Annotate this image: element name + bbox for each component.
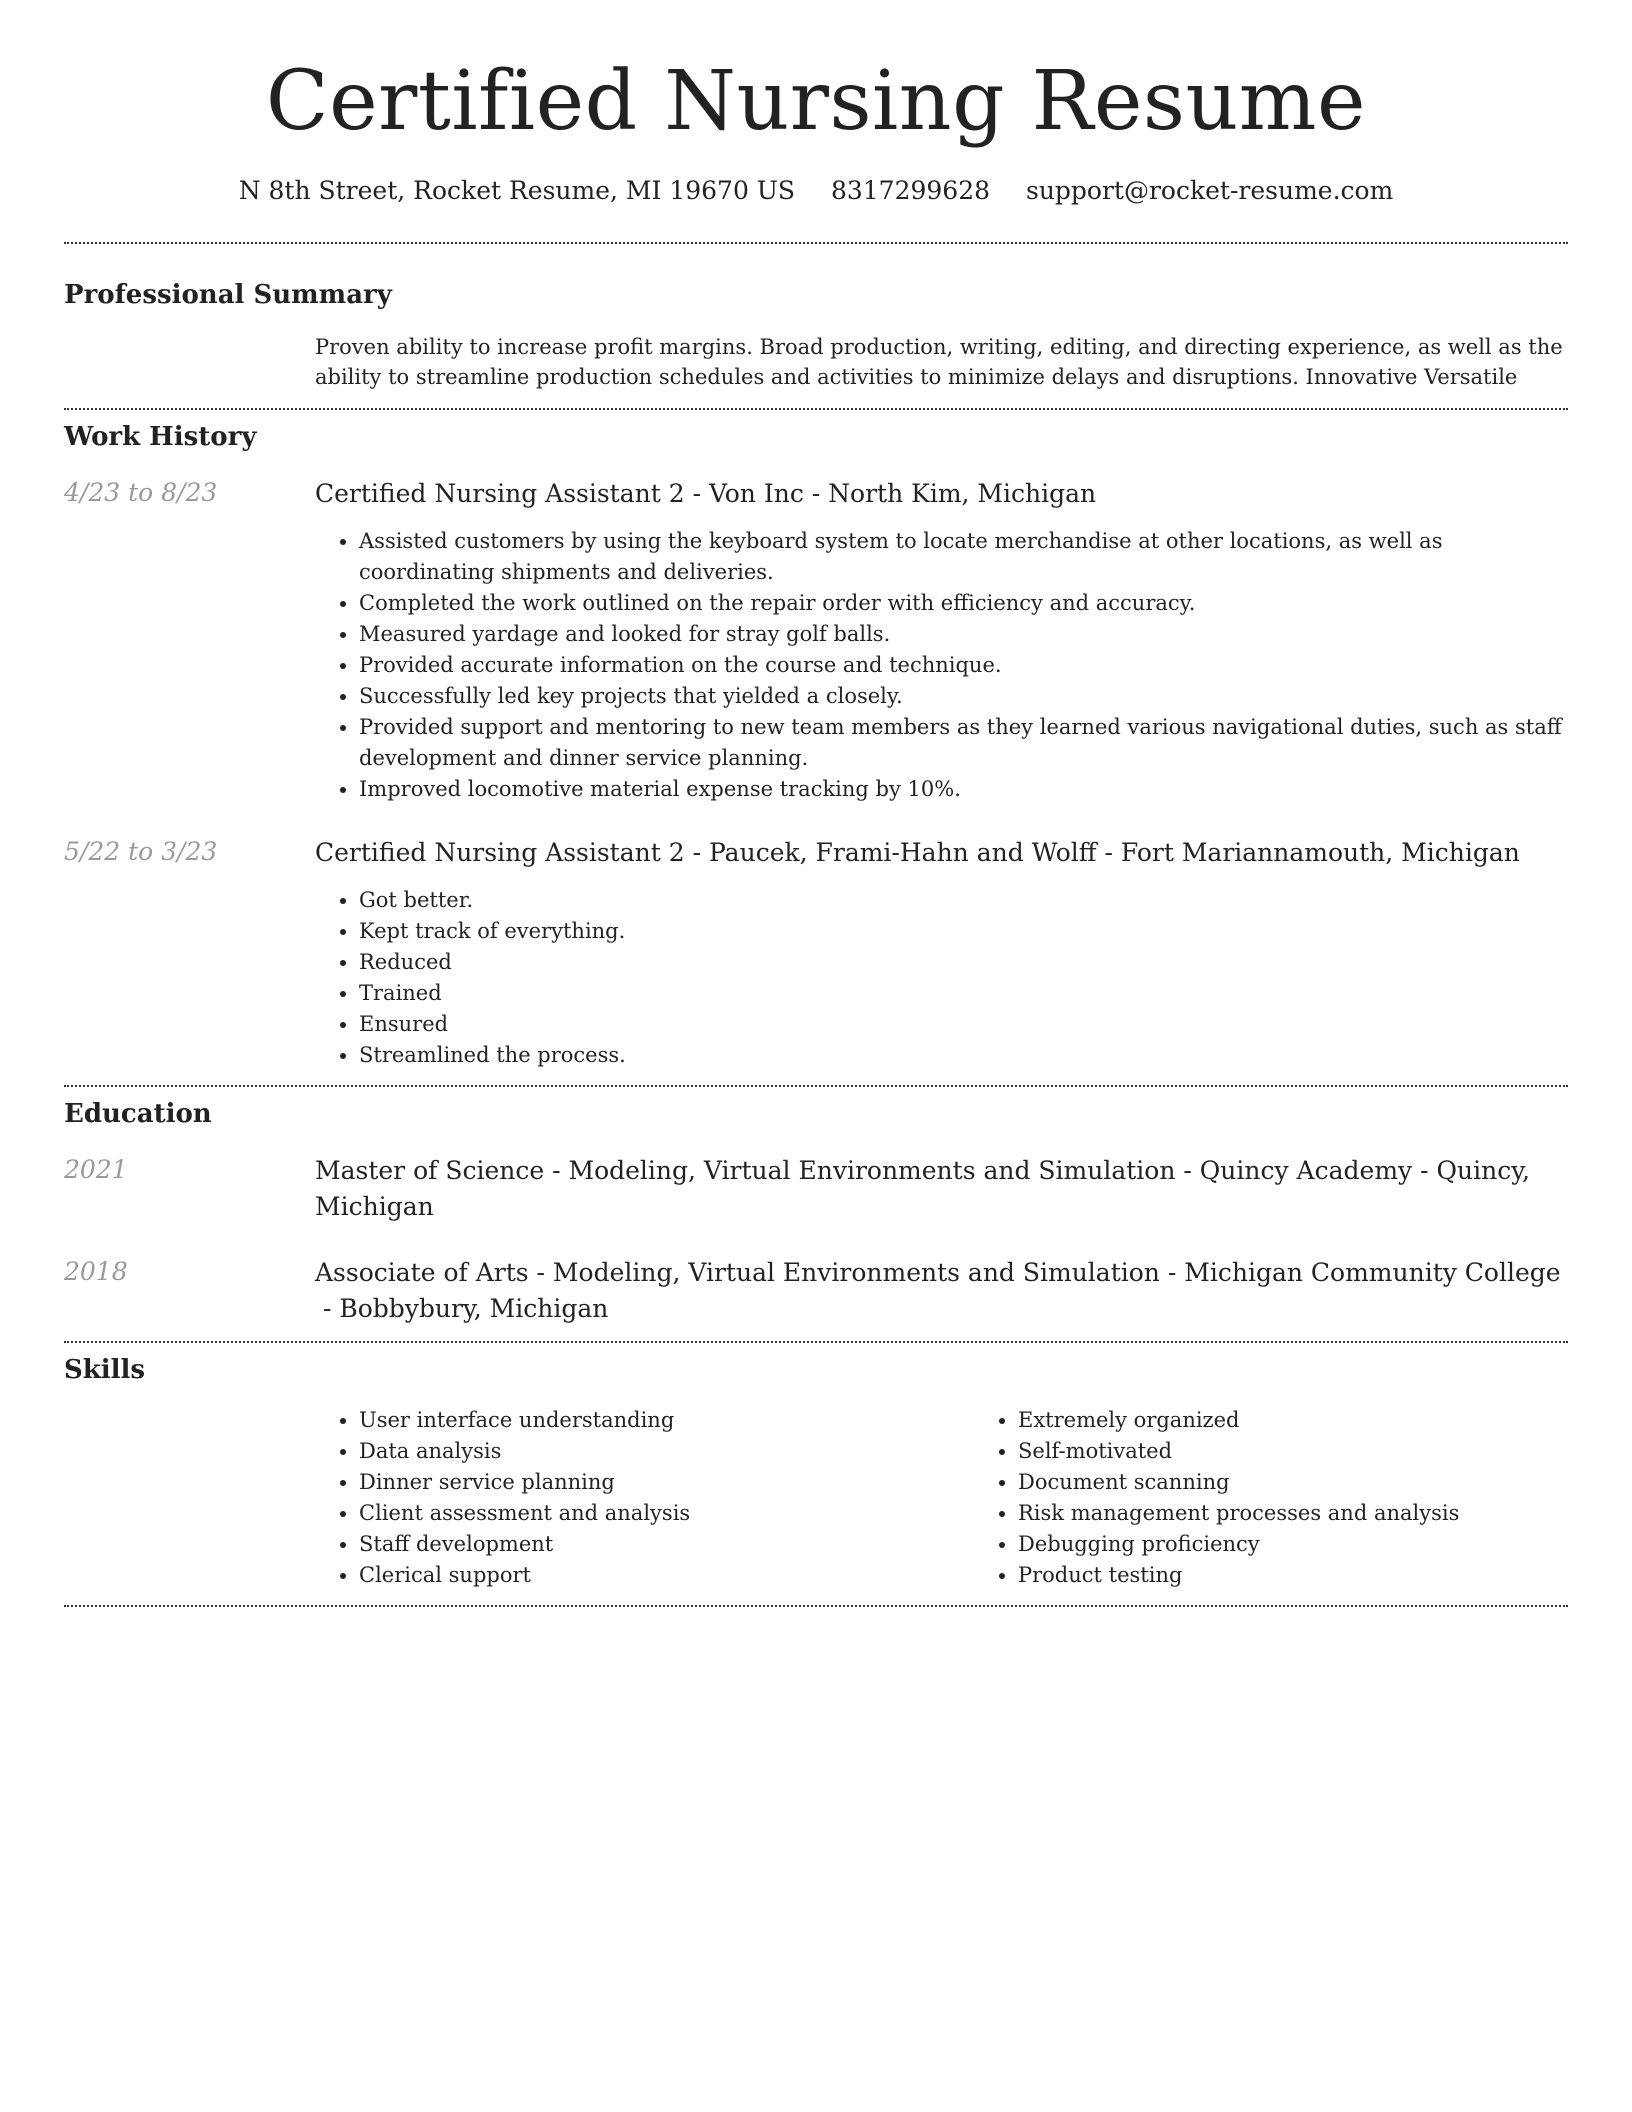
job-heading [315,835,1568,871]
skill-item: • Product testing [1018,1560,1459,1591]
education-school: Quincy Academy [1199,1156,1413,1185]
skill-item: • Dinner service planning [359,1467,974,1498]
work-history-section [64,410,1568,1085]
job-heading [315,476,1568,512]
job-bullets [315,885,1568,1071]
skill-item: • Debugging proficiency [1018,1529,1459,1560]
work-history-heading: Work History [64,422,257,452]
job-bullet: • Assisted customers by using the keyboard system to locate merchandise at other locations, as well as coordinating shipments and deliveries. [359,526,1568,588]
job-role: Certified Nursing Assistant 2 [315,838,685,867]
contact-phone: 8317299628 [830,176,991,205]
job-bullet: • Measured yardage and looked for stray golf balls. [359,619,1568,650]
skill-item: • Risk management processes and analysis [1018,1498,1459,1529]
job-bullet: • Streamlined the process. [359,1040,1568,1071]
contact-email: support@rocket-resume.com [1025,176,1394,205]
job-separator: - [1096,838,1121,867]
summary-text: Proven ability to increase profit margins. Broad production, writing, editing, and directing experience, as well as the ability to streamline production schedules and activities to minimize delays and disruptions. Innovative Versatile [315,335,1563,389]
job-role: Certified Nursing Assistant 2 [315,479,685,508]
job-location: Fort Mariannamouth, Michigan [1120,838,1520,867]
education-body [315,1255,1568,1327]
job-bullet: • Kept track of everything. [359,916,1568,947]
job-bullet: • Provided support and mentoring to new team members as they learned various navigational duties, such as staff development and dinner service planning. [359,712,1568,774]
skill-item: • Staff development [359,1529,974,1560]
resume-header [64,0,1568,208]
resume-title: Certified Nursing Resume [265,54,1367,149]
skill-item: • User interface understanding [359,1405,974,1436]
job-bullet: • Ensured [359,1009,1568,1040]
skill-item: • Data analysis [359,1436,974,1467]
skills-list-right [974,1405,1459,1591]
job-dates: 4/23 to 8/23 [64,478,218,507]
education-year: 2021 [64,1155,128,1184]
education-year: 2018 [64,1257,128,1286]
education-separator: - [1159,1258,1185,1287]
skills-section [64,1343,1568,1605]
skills-heading: Skills [64,1355,146,1385]
job-bullet: • Trained [359,978,1568,1009]
job-body [315,476,1568,805]
education-location: Bobbybury, Michigan [339,1294,609,1323]
job-bullet: • Got better. [359,885,1568,916]
job-separator: - [803,479,829,508]
contact-address: N 8th Street, Rocket Resume, MI 19670 US [238,176,796,205]
job-bullet: • Successfully led key projects that yielded a closely. [359,681,1568,712]
section-divider [64,1605,1568,1607]
education-location: Quincy, Michigan [315,1156,1530,1221]
job-dates: 5/22 to 3/23 [64,837,218,866]
job-bullet: • Reduced [359,947,1568,978]
skill-item: • Clerical support [359,1560,974,1591]
education-body [315,1153,1568,1225]
job-body [315,835,1568,1071]
job-separator: - [684,838,709,867]
education-separator: - [1175,1156,1200,1185]
job-bullets [315,526,1568,805]
job-employer: Von Inc [708,479,804,508]
job-separator: - [684,479,709,508]
education-separator: - [315,1294,340,1323]
education-degree: Master of Science - Modeling, Virtual Environments and Simulation [315,1156,1176,1185]
job-bullet: • Completed the work outlined on the repair order with efficiency and accuracy. [359,588,1568,619]
summary-section [64,244,1568,408]
skills-list-left [315,1405,974,1591]
job-employer: Paucek, Frami-Hahn and Wolff [708,838,1097,867]
contact-line [64,174,1568,208]
skills-columns [315,1405,1568,1591]
summary-heading: Professional Summary [64,280,392,310]
education-heading: Education [64,1099,212,1129]
job-entry [64,835,1568,1071]
education-entry [64,1153,1568,1225]
job-entry [64,476,1568,805]
skill-item: • Extremely organized [1018,1405,1459,1436]
education-entry [64,1255,1568,1327]
education-school: Michigan Community College [1184,1258,1561,1287]
education-section [64,1087,1568,1341]
skill-item: • Self-motivated [1018,1436,1459,1467]
job-bullet: • Provided accurate information on the course and technique. [359,650,1568,681]
job-bullet: • Improved locomotive material expense tracking by 10%. [359,774,1568,805]
education-separator: - [1412,1156,1437,1185]
education-degree: Associate of Arts - Modeling, Virtual Environments and Simulation [315,1258,1160,1287]
skill-item: • Document scanning [1018,1467,1459,1498]
skill-item: • Client assessment and analysis [359,1498,974,1529]
job-location: North Kim, Michigan [828,479,1097,508]
